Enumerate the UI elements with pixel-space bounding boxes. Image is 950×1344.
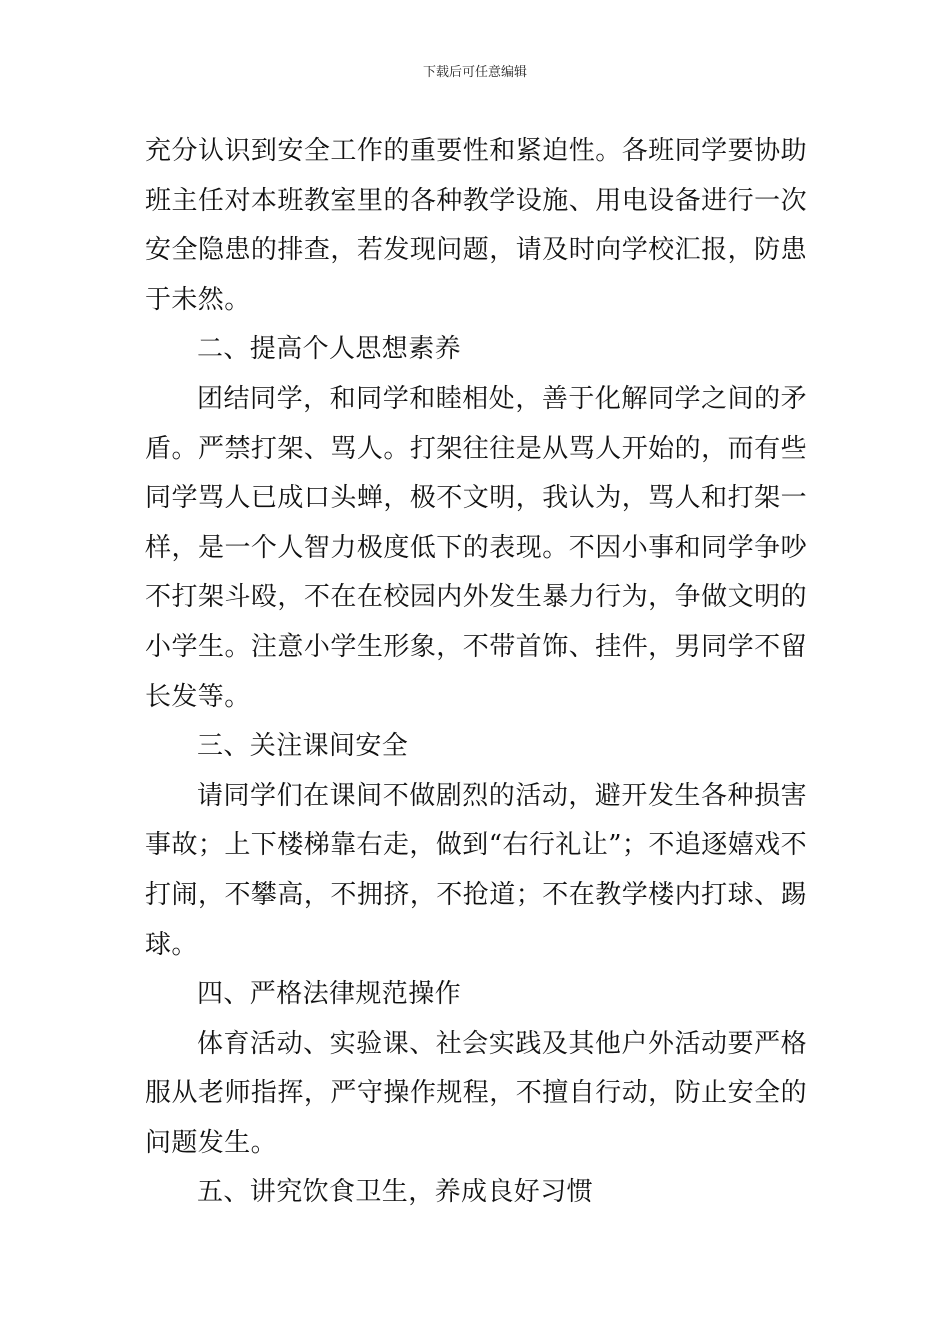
paragraph-break-safety: 请同学们在课间不做剧烈的活动，避开发生各种损害事故；上下楼梯靠右走，做到“右行礼让”；不追逐嬉戏不打闹，不攀高，不拥挤，不抢道；不在教学楼内打球、踢球。 — [145, 780, 807, 960]
section-heading-5: 五、讲究饮食卫生，养成良好习惯 — [197, 1177, 594, 1208]
section-heading-4: 四、严格法律规范操作 — [197, 979, 462, 1010]
section-heading-3: 三、关注课间安全 — [197, 731, 409, 762]
paragraph-activity-rules: 体育活动、实验课、社会实践及其他户外活动要严格服从老师指挥，严守操作规程，不擅自行动，防止安全的问题发生。 — [145, 1028, 807, 1158]
paragraph-safety-awareness: 充分认识到安全工作的重要性和紧迫性。各班同学要协助班主任对本班教室里的各种教学设施、用电设备进行一次安全隐患的排查，若发现问题，请及时向学校汇报，防患于未然。 — [145, 136, 807, 315]
document-body — [145, 127, 807, 1218]
paragraph-personal-conduct: 团结同学，和同学和睦相处，善于化解同学之间的矛盾。严禁打架、骂人。打架往往是从骂人开始的，而有些同学骂人已成口头蝉，极不文明，我认为，骂人和打架一样，是一个人智力极度低下的表现。不因小事和同学争吵不打架斗殴，不在在校园内外发生暴力行为，争做文明的小学生。注意小学生形象，不带首饰、挂件，男同学不留长发等。 — [145, 383, 807, 712]
section-heading-2: 二、提高个人思想素养 — [197, 334, 462, 365]
page-header-note: 下载后可任意编辑 — [422, 65, 527, 80]
